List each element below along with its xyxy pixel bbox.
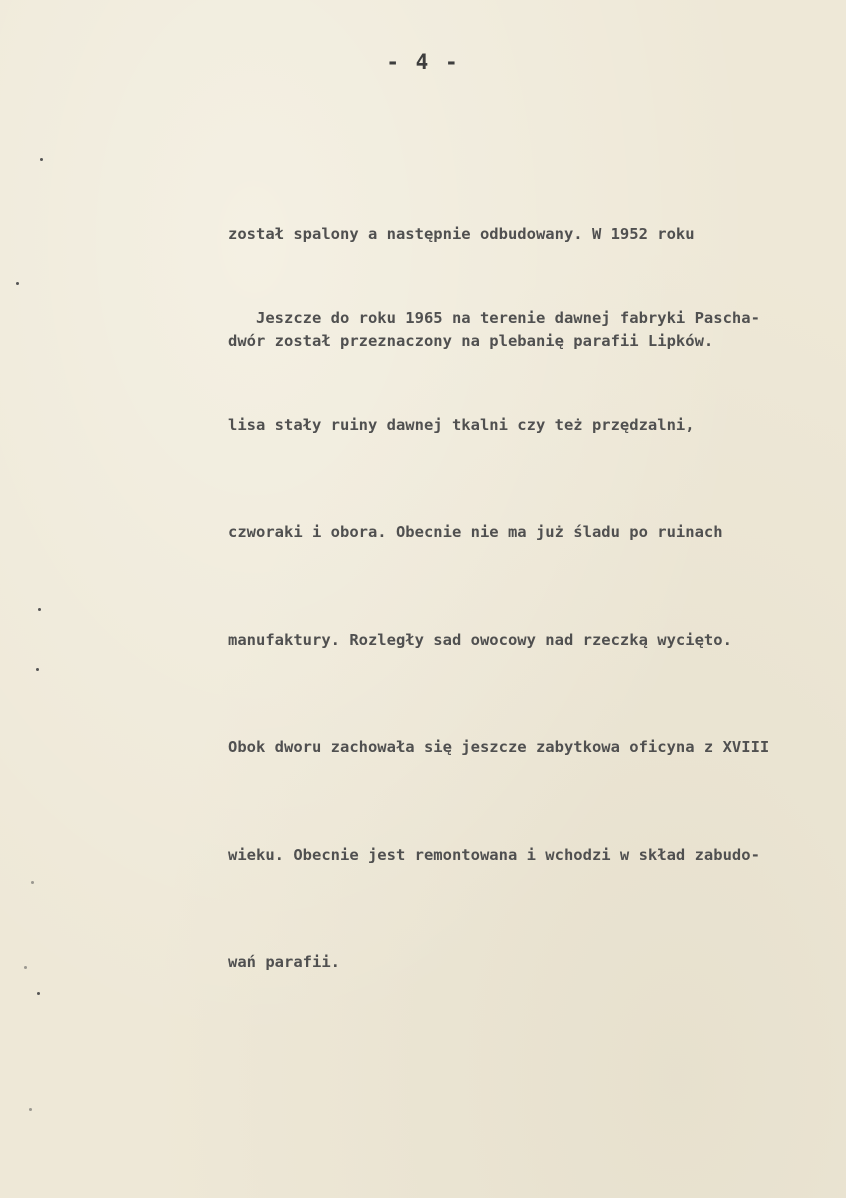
margin-speck xyxy=(38,608,41,611)
paragraph-2-line-6: wieku. Obecnie jest remontowana i wchodzi w skład zabudo- xyxy=(228,845,760,864)
margin-speck xyxy=(37,992,40,995)
paragraph-2 xyxy=(228,229,828,1052)
margin-speck xyxy=(16,282,19,285)
page-number: - 4 - xyxy=(386,50,460,74)
paragraph-1-line-1: został spalony a następnie odbudowany. W 1952 roku xyxy=(228,224,695,243)
paragraph-2-line-4: manufaktury. Rozległy sad owocowy nad rzeczką wycięto. xyxy=(228,630,732,649)
paragraph-2-line-5: Obok dworu zachowała się jeszcze zabytkowa oficyna z XVIII xyxy=(228,738,770,757)
margin-speck xyxy=(31,881,34,884)
paragraph-2-line-1: Jeszcze do roku 1965 na terenie dawnej fabryki Pascha- xyxy=(228,308,760,327)
paragraph-2-line-2: lisa stały ruiny dawnej tkalni czy też przędzalni, xyxy=(228,415,695,434)
margin-speck xyxy=(36,668,39,671)
margin-speck xyxy=(29,1108,32,1111)
margin-speck xyxy=(40,158,43,161)
paragraph-1-line-2: dwór został przeznaczony na plebanię parafii Lipków. xyxy=(228,331,714,350)
paragraph-2-line-3: czworaki i obora. Obecnie nie ma już śladu po ruinach xyxy=(228,523,723,542)
paragraph-2-line-7: wań parafii. xyxy=(228,952,340,971)
margin-speck xyxy=(24,966,27,969)
